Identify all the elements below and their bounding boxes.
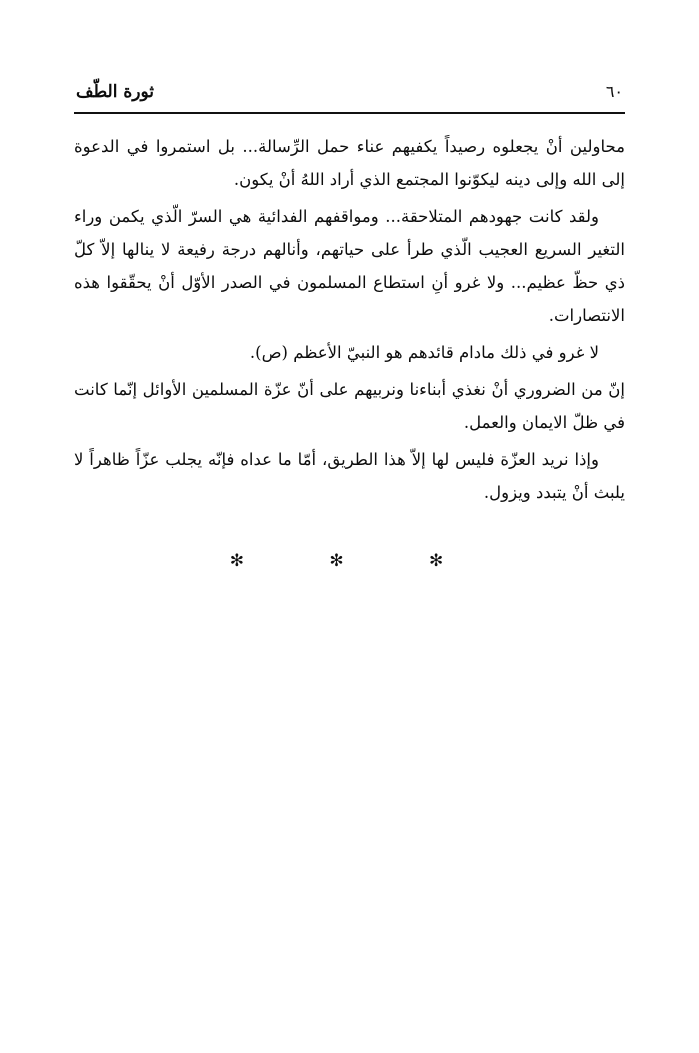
paragraph: محاولين أنْ يجعلوه رصيداً يكفيهم عناء حمل الرِّسالة... بل استمروا في الدعوة إلى الله وإلى دينه ليكوّنوا المجتمع الذي أراد اللهُ أنْ يكون. [74,137,625,189]
paragraph: ولقد كانت جهودهم المتلاحقة... ومواقفهم الفدائية هي السرّ الّذي يكمن وراء التغير السريع العجيب الّذي طرأ على حياتهم، وأنالهم درجة رفيعة لا ينالها إلاّ كلّ ذي حظّ عظيم... ولا غرو أنِ استطاع المسلمون في الصدر الأوّل أنْ يحقّقوا هذه الانتصارات. [74,207,625,325]
page-number: ٦٠ [605,82,623,101]
page-header [74,82,625,108]
paragraph: إنّ من الضروري أنْ نغذي أبناءنا ونربيهم على أنّ عزّة المسلمين الأوائل إنّما كانت في ظلّ الايمان والعمل. [74,380,625,432]
paragraph: لا غرو في ذلك مادام قائدهم هو النبيّ الأعظم (ص). [249,343,599,362]
ornament-star-icon: ✻ [229,551,270,571]
page-footer-space [74,571,625,691]
ornament-star-icon: ✻ [329,551,370,571]
ornament-star-icon: ✻ [429,551,470,571]
body-text [74,130,625,509]
section-ornament [74,551,625,571]
book-title: ثورة الطّف [76,82,154,102]
header-divider [74,112,625,114]
paragraph: وإذا نريد العزّة فليس لها إلاّ هذا الطريق، أمّا ما عداه فإنّه يجلب عزّاً ظاهراً لا يلبث أنْ يتبدد ويزول. [74,450,625,502]
